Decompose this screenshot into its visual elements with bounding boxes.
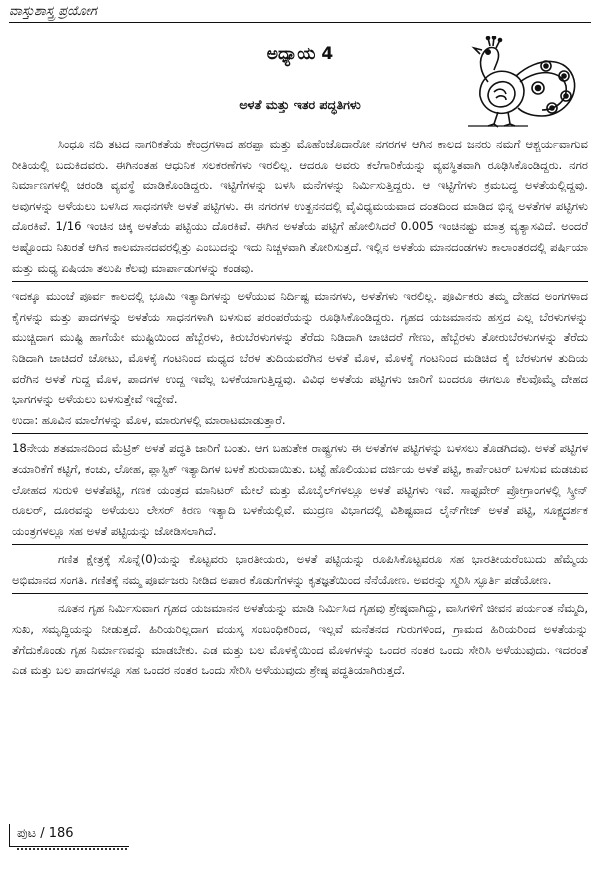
paragraph: ಸಿಂಧೂ ನದಿ ತಟದ ನಾಗರಿಕತೆಯ ಕೇಂದ್ರಗಳಾದ ಹರಪ್ಪಾ ಮತ್ತು ಮೊಹೆಂಜೊದಾರೋ ನಗರಗಳ ಆಗಿನ ಕಾಲದ ಜನರು ನಮಗೆ ಆಶ್ಚರ್ಯವಾಗುವ ರೀತಿಯಲ್ಲಿ ಬದುಕಿದವರು. ಈಗಿನಂತಹ ಆಧುನಿಕ ಸಲಕರಣೆಗಳು ಇರಲಿಲ್ಲ. ಆದರೂ ಅವರು ಕಲೆಗಾರಿಕೆಯನ್ನು ವ್ಯವಸ್ಥಿತವಾಗಿ ರೂಢಿಸಿಕೊಂಡಿದ್ದರು. ನಗರ ನಿರ್ಮಾಣಗಳಲ್ಲಿ ಚರಂಡಿ ವ್ಯವಸ್ಥೆ ಮಾಡಿಕೊಂಡಿದ್ದರು. ಇಟ್ಟಿಗೆಗಳನ್ನು ಬಳಸಿ ಮನೆಗಳನ್ನು ನಿರ್ಮಿಸುತ್ತಿದ್ದರು. ಆ ಇಟ್ಟಿಗೆಗಳು ಕ್ರಮಬದ್ಧ ಅಳತೆಯಲ್ಲಿದ್ದವು. ಅವುಗಳನ್ನು ಅಳೆಯಲು ಬಳಸಿದ ಸಾಧನಗಳೇ ಅಳತೆ ಪಟ್ಟಿಗಳು. ಈ ನಗರಗಳ ಉತ್ಖನನದಲ್ಲಿ ವೈವಿಧ್ಯಮಯವಾದ ದಂತದಿಂದ ಮಾಡಿದ ಭಿನ್ನ ಅಳತೆಗಳ ಪಟ್ಟಿಗಳು ದೊರಕಿವೆ. 1/16 ಇಂಚಿನ ಚಿಕ್ಕ ಅಳತೆಯ ಪಟ್ಟಿಯು ದೊರಕಿವೆ. ಈಗಿನ ಅಳತೆಯ ಪಟ್ಟಿಗೆ ಹೋಲಿಸಿದರೆ 0.005 ಇಂಚಿನಷ್ಟು ಮಾತ್ರ ವ್ಯತ್ಯಾಸವಿದೆ. ಅಂದರೆ ಅಷ್ಟೊಂದು ನಿಖರತೆ ಆಗಿನ ಕಾಲಮಾನದವರಲ್ಲಿತ್ತು ಎಂಬುದನ್ನು ಇದು ನಿಚ್ಚಳವಾಗಿ ತೋರಿಸುತ್ತದೆ. ಇಲ್ಲಿನ ಅಳತೆಯ ಮಾನದಂಡಗಳು ಕಾಲಾಂತರದಲ್ಲಿ ಪರ್ಷಿಯಾ ಮತ್ತು ಮಧ್ಯ ಏಷಿಯಾ ತಲುಪಿ ಕೆಲವು ಮಾರ್ಪಾಡುಗಳನ್ನು ಕಂಡವು. bbox=[12, 137, 588, 275]
footer-dotted-line bbox=[17, 848, 127, 856]
page-number: ಪುಟ / 186 bbox=[17, 826, 74, 841]
paragraph: ಉದಾ: ಹೂವಿನ ಮಾಲೆಗಳನ್ನು ಮೊಳ, ಮಾರುಗಳಲ್ಲಿ ಮಾರಾಟಮಾಡುತ್ತಾರೆ. bbox=[12, 412, 286, 427]
page-footer bbox=[9, 824, 591, 864]
body-text bbox=[12, 134, 588, 681]
section-divider bbox=[12, 593, 588, 594]
chapter-title: ಅಧ್ಯಾಯ 4 bbox=[266, 44, 334, 64]
paragraph: ಗಣಿತ ಕ್ಷೇತ್ರಕ್ಕೆ ಸೊನ್ನೆ(0)ಯನ್ನು ಕೊಟ್ಟವರು ಭಾರತೀಯರು, ಅಳತೆ ಪಟ್ಟಿಯನ್ನು ರೂಪಿಸಿಕೊಟ್ಟವರೂ ಸಹ ಭಾರತೀಯರೆಂಬುದು ಹೆಮ್ಮೆಯ ಅಭಿಮಾನದ ಸಂಗತಿ. ಗಣಿತಕ್ಕೆ ನಮ್ಮ ಪೂರ್ವಜರು ನೀಡಿದ ಅಪಾರ ಕೊಡುಗೆಗಳನ್ನು ಕೃತಜ್ಞತೆಯಿಂದ ನೆನೆಯೋಣ. ಅವರನ್ನು ಸ್ಮರಿಸಿ ಸ್ಫೂರ್ತಿ ಪಡೆಯೋಣ. bbox=[12, 552, 588, 587]
footer-bracket-vertical bbox=[9, 824, 10, 846]
section-divider bbox=[12, 544, 588, 545]
peacock-illustration-icon bbox=[458, 36, 580, 128]
header-rule bbox=[9, 22, 591, 23]
paragraph: ಇದಕ್ಕೂ ಮುಂಚೆ ಪೂರ್ವ ಕಾಲದಲ್ಲಿ ಭೂಮಿ ಇತ್ಯಾದಿಗಳನ್ನು ಅಳೆಯುವ ನಿರ್ದಿಷ್ಟ ಮಾನಗಳು, ಅಳತೆಗಳು ಇರಲಿಲ್ಲ. ಪೂರ್ವಿಕರು ತಮ್ಮ ದೇಹದ ಅಂಗಗಳಾದ ಕೈಗಳನ್ನು ಮತ್ತು ಪಾದಗಳನ್ನು ಅಳತೆಯ ಸಾಧನಗಳಾಗಿ ಬಳಸುವ ಪರಂಪರೆಯನ್ನು ರೂಢಿಸಿಕೊಂಡಿದ್ದರು. ಗೃಹದ ಯಜಮಾನನು ಹಸ್ತದ ಎಲ್ಲ ಬೆರಳುಗಳನ್ನು ಮುಚ್ಚಿದಾಗ ಮುಷ್ಟಿ ಹಾಗೆಯೇ ಮುಷ್ಟಿಯಿಂದ ಹೆಬ್ಬೆರಳು, ಕಿರುಬೆರಳುಗಳನ್ನು ತೆರೆದು ನಿಡಿದಾಗಿ ಚಾಚಿದರೆ ಗೇಣು, ಹೆಬ್ಬೆರಳು ತೋರುಬೆರಳುಗಳನ್ನು ತೆರೆದು ನಿಡಿದಾಗಿ ಚಾಚಿದರೆ ಚೋಟು, ಮೊಳಕೈ ಗಂಟನಿಂದ ಮಧ್ಯದ ಬೆರಳ ತುದಿಯವರೆಗಿನ ಅಳತೆ ಮೊಳ, ಮೊಳಕೈ ಗಂಟನಿಂದ ಮಡಿಚಿದ ಕೈ ಬೆರಳುಗಳ ತುದಿಯ ವರೆಗಿನ ಅಳತೆ ಗುದ್ದ ಮೊಳ, ಪಾದಗಳ ಉದ್ದ ಇವೆಲ್ಲ ಬಳಕೆಯಾಗುತ್ತಿದ್ದವು. ವಿವಿಧ ಅಳತೆಯ ಪಟ್ಟಿಗಳು ಜಾರಿಗೆ ಬಂದರೂ ಈಗಲೂ ಕೆಲವೊಮ್ಮೆ ದೇಹದ ಭಾಗಗಳನ್ನು ಅಳೆಯಲು ಬಳಸುತ್ತೇವೆ ಇದ್ದೇವೆ. bbox=[12, 289, 588, 407]
section-divider bbox=[12, 433, 588, 434]
section-divider bbox=[12, 281, 588, 282]
running-head: ವಾಸ್ತುಶಾಸ್ತ್ರ ಪ್ರಯೋಗ bbox=[9, 4, 97, 19]
section-title: ಅಳತೆ ಮತ್ತು ಇತರ ಪದ್ಧತಿಗಳು bbox=[239, 97, 361, 112]
paragraph: 18ನೇಯ ಶತಮಾನದಿಂದ ಮೆಟ್ರಿಕ್ ಅಳತೆ ಪದ್ಧತಿ ಜಾರಿಗೆ ಬಂತು. ಆಗ ಬಹುತೇಕ ರಾಷ್ಟ್ರಗಳು ಈ ಅಳತೆಗಳ ಪಟ್ಟಿಗಳನ್ನು ಬಳಸಲು ತೊಡಗಿದವು. ಅಳತೆ ಪಟ್ಟಿಗಳ ತಯಾರಿಕೆಗೆ ಕಟ್ಟಿಗೆ, ಕಂಚು, ಲೋಹ, ಪ್ಲಾಸ್ಟಿಕ್ ಇತ್ಯಾದಿಗಳ ಬಳಕೆ ಶುರುವಾಯಿತು. ಬಟ್ಟೆ ಹೊಲಿಯುವ ದರ್ಜಿಯ ಅಳತೆ ಪಟ್ಟಿ, ಕಾರ್ಪೆಂಟರ್ ಬಳಸುವ ಮಡಚುವ ಲೋಹದ ಸುರುಳಿ ಅಳತೆಪಟ್ಟಿ, ಗಣಕ ಯಂತ್ರದ ಮಾನಿಟರ್ ಮೇಲೆ ಮತ್ತು ಮೊಬೈಲ್‌ಗಳಲ್ಲೂ ಅಳತೆ ಪಟ್ಟಿಗಳು ಇವೆ. ಸಾಫ್ಟವೇರ್ ಪ್ರೋಗ್ರಾಂಗಳಲ್ಲಿ ಸ್ಕ್ರೀನ್ ರೂಲರ್, ದೂರವನ್ನು ಅಳೆಯಲು ಲೇಸರ್ ಕಿರಣ ಇತ್ಯಾದಿ ಬಳಕೆಯಲ್ಲಿವೆ. ಮುದ್ರಣ ವಿಭಾಗದಲ್ಲಿ ವಿಶಿಷ್ಟವಾದ ಲೈನ್‌ಗೇಜ್ ಅಳತೆ ಪಟ್ಟಿ, ಸೂಕ್ಷ್ಮದರ್ಶಕ ಯಂತ್ರಗಳಲ್ಲೂ ಸಹ ಅಳತೆ ಪಟ್ಟಿಯನ್ನು ಜೋಡಿಸಲಾಗಿದೆ. bbox=[12, 441, 588, 538]
paragraph: ನೂತನ ಗೃಹ ನಿರ್ಮಿಸುವಾಗ ಗೃಹದ ಯಜಮಾನನ ಅಳತೆಯನ್ನು ಮಾಡಿ ನಿರ್ಮಿಸಿದ ಗೃಹವು ಶ್ರೇಷ್ಠವಾಗಿದ್ದು, ವಾಸಿಗಳಿಗೆ ಜೀವನ ಪರ್ಯಂತ ನೆಮ್ಮದಿ, ಸುಖ, ಸಮೃದ್ಧಿಯನ್ನು ನೀಡುತ್ತದೆ. ಹಿರಿಯರಿಲ್ಲದಾಗ ವಯಸ್ಕ ಸಂಬಂಧಿಕರಿಂದ, ಇಲ್ಲವೆ ಮನೆತನದ ಗುರುಗಳಿಂದ, ಗ್ರಾಮದ ಹಿರಿಯರಿಂದ ಅಳತೆಯನ್ನು ತೆಗೆದುಕೊಂಡು ಗೃಹ ನಿರ್ಮಾಣವನ್ನು ಮಾಡಬೇಕು. ಎಡ ಮತ್ತು ಬಲ ಮೊಳಕೈಯಿಂದ ಮೊಳಗಳನ್ನು ಒಂದರ ನಂತರ ಒಂದು ಸೇರಿಸಿ ಅಳೆಯುವುದು. ಇದರಂತೆ ಎಡ ಮತ್ತು ಬಲ ಪಾದಗಳನ್ನೂ ಸಹ ಒಂದರ ನಂತರ ಒಂದು ಸೇರಿಸಿ ಅಳೆಯುವುದು ಶ್ರೇಷ್ಠ ಪದ್ಧತಿಯಾಗಿರುತ್ತದೆ. bbox=[12, 601, 588, 678]
footer-bracket-horizontal bbox=[9, 846, 129, 847]
